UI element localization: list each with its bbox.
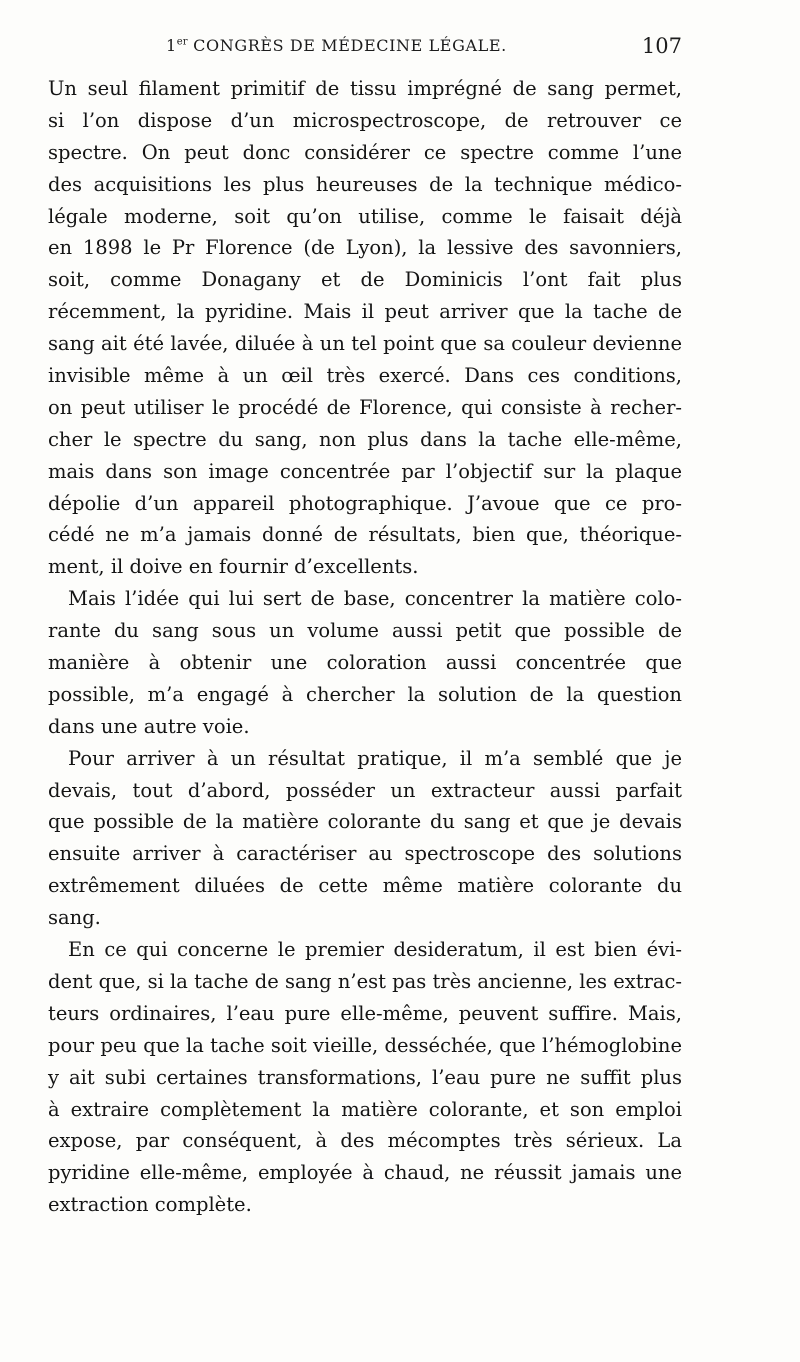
text-line: récemment, la pyridine. Mais il peut arriver que la tache de — [48, 300, 682, 324]
text-line: ment, il doive en fournir d’excellents. — [48, 555, 419, 579]
text-line: que possible de la matière colorante du sang et que je devais — [48, 810, 682, 834]
text-line: cher le spectre du sang, non plus dans la tache elle-même, — [48, 427, 682, 451]
text-line: possible, m’a engagé à chercher la solution de la question — [48, 682, 682, 706]
text-line: à extraire complètement la matière colorante, et son emploi — [48, 1097, 682, 1121]
running-header — [48, 34, 682, 64]
text-line: soit, comme Donagany et de Dominicis l’ont fait plus — [48, 268, 682, 292]
header-ordinal: 1 — [166, 36, 177, 55]
text-line: extraction complète. — [48, 1193, 252, 1217]
text-line: dans une autre voie. — [48, 714, 250, 738]
header-title — [166, 36, 507, 55]
text-line: sang ait été lavée, diluée à un tel point que sa couleur devienne — [48, 332, 682, 356]
text-line: rante du sang sous un volume aussi petit que possible de — [48, 619, 682, 643]
text-line: y ait subi certaines transformations, l’eau pure ne suffit plus — [48, 1065, 682, 1089]
text-line: des acquisitions les plus heureuses de la technique médico- — [48, 172, 682, 196]
text-line: manière à obtenir une coloration aussi concentrée que — [48, 651, 682, 675]
text-line: pour peu que la tache soit vieille, desséchée, que l’hémoglobine — [48, 1033, 682, 1057]
text-line: dent que, si la tache de sang n’est pas très ancienne, les extrac- — [48, 969, 682, 993]
text-line: dépolie d’un appareil photographique. J’avoue que ce pro- — [48, 491, 682, 515]
text-line: légale moderne, soit qu’on utilise, comme le faisait déjà — [48, 204, 682, 228]
text-line: cédé ne m’a jamais donné de résultats, bien que, théorique- — [48, 523, 682, 547]
text-line: invisible même à un œil très exercé. Dans ces conditions, — [48, 364, 682, 388]
text-line: Un seul filament primitif de tissu imprégné de sang permet, — [48, 77, 682, 100]
text-line: En ce qui concerne le premier desideratum, il est bien évi- — [68, 938, 682, 962]
text-line: ensuite arriver à caractériser au spectroscope des solutions — [48, 842, 682, 866]
body-text — [48, 73, 682, 1221]
header-title-text: CONGRÈS DE MÉDECINE LÉGALE. — [187, 36, 507, 55]
text-line: Mais l’idée qui lui sert de base, concentrer la matière colo- — [68, 587, 682, 611]
text-line: pyridine elle-même, employée à chaud, ne réussit jamais une — [48, 1161, 682, 1185]
paragraph — [48, 934, 682, 1221]
paragraph — [48, 73, 682, 583]
text-line: si l’on dispose d’un microspectroscope, de retrouver ce — [48, 108, 682, 132]
text-line: spectre. On peut donc considérer ce spectre comme l’une — [48, 140, 682, 164]
text-line: Pour arriver à un résultat pratique, il m’a semblé que je — [68, 746, 682, 770]
text-line: on peut utiliser le procédé de Florence, qui consiste à recher- — [48, 395, 682, 419]
header-ordinal-suffix: er — [176, 36, 188, 48]
paragraph — [48, 583, 682, 742]
text-line: mais dans son image concentrée par l’objectif sur la plaque — [48, 459, 682, 483]
paragraph — [48, 743, 682, 934]
text-line: devais, tout d’abord, posséder un extracteur aussi parfait — [48, 778, 682, 802]
text-line: extrêmement diluées de cette même matière colorante du — [48, 874, 682, 898]
text-line: teurs ordinaires, l’eau pure elle-même, peuvent suffire. Mais, — [48, 1001, 682, 1025]
page-number: 107 — [641, 34, 682, 58]
text-line: en 1898 le Pr Florence (de Lyon), la lessive des savonniers, — [48, 236, 682, 260]
text-line: sang. — [48, 906, 101, 930]
text-line: expose, par conséquent, à des mécomptes très sérieux. La — [48, 1129, 682, 1153]
